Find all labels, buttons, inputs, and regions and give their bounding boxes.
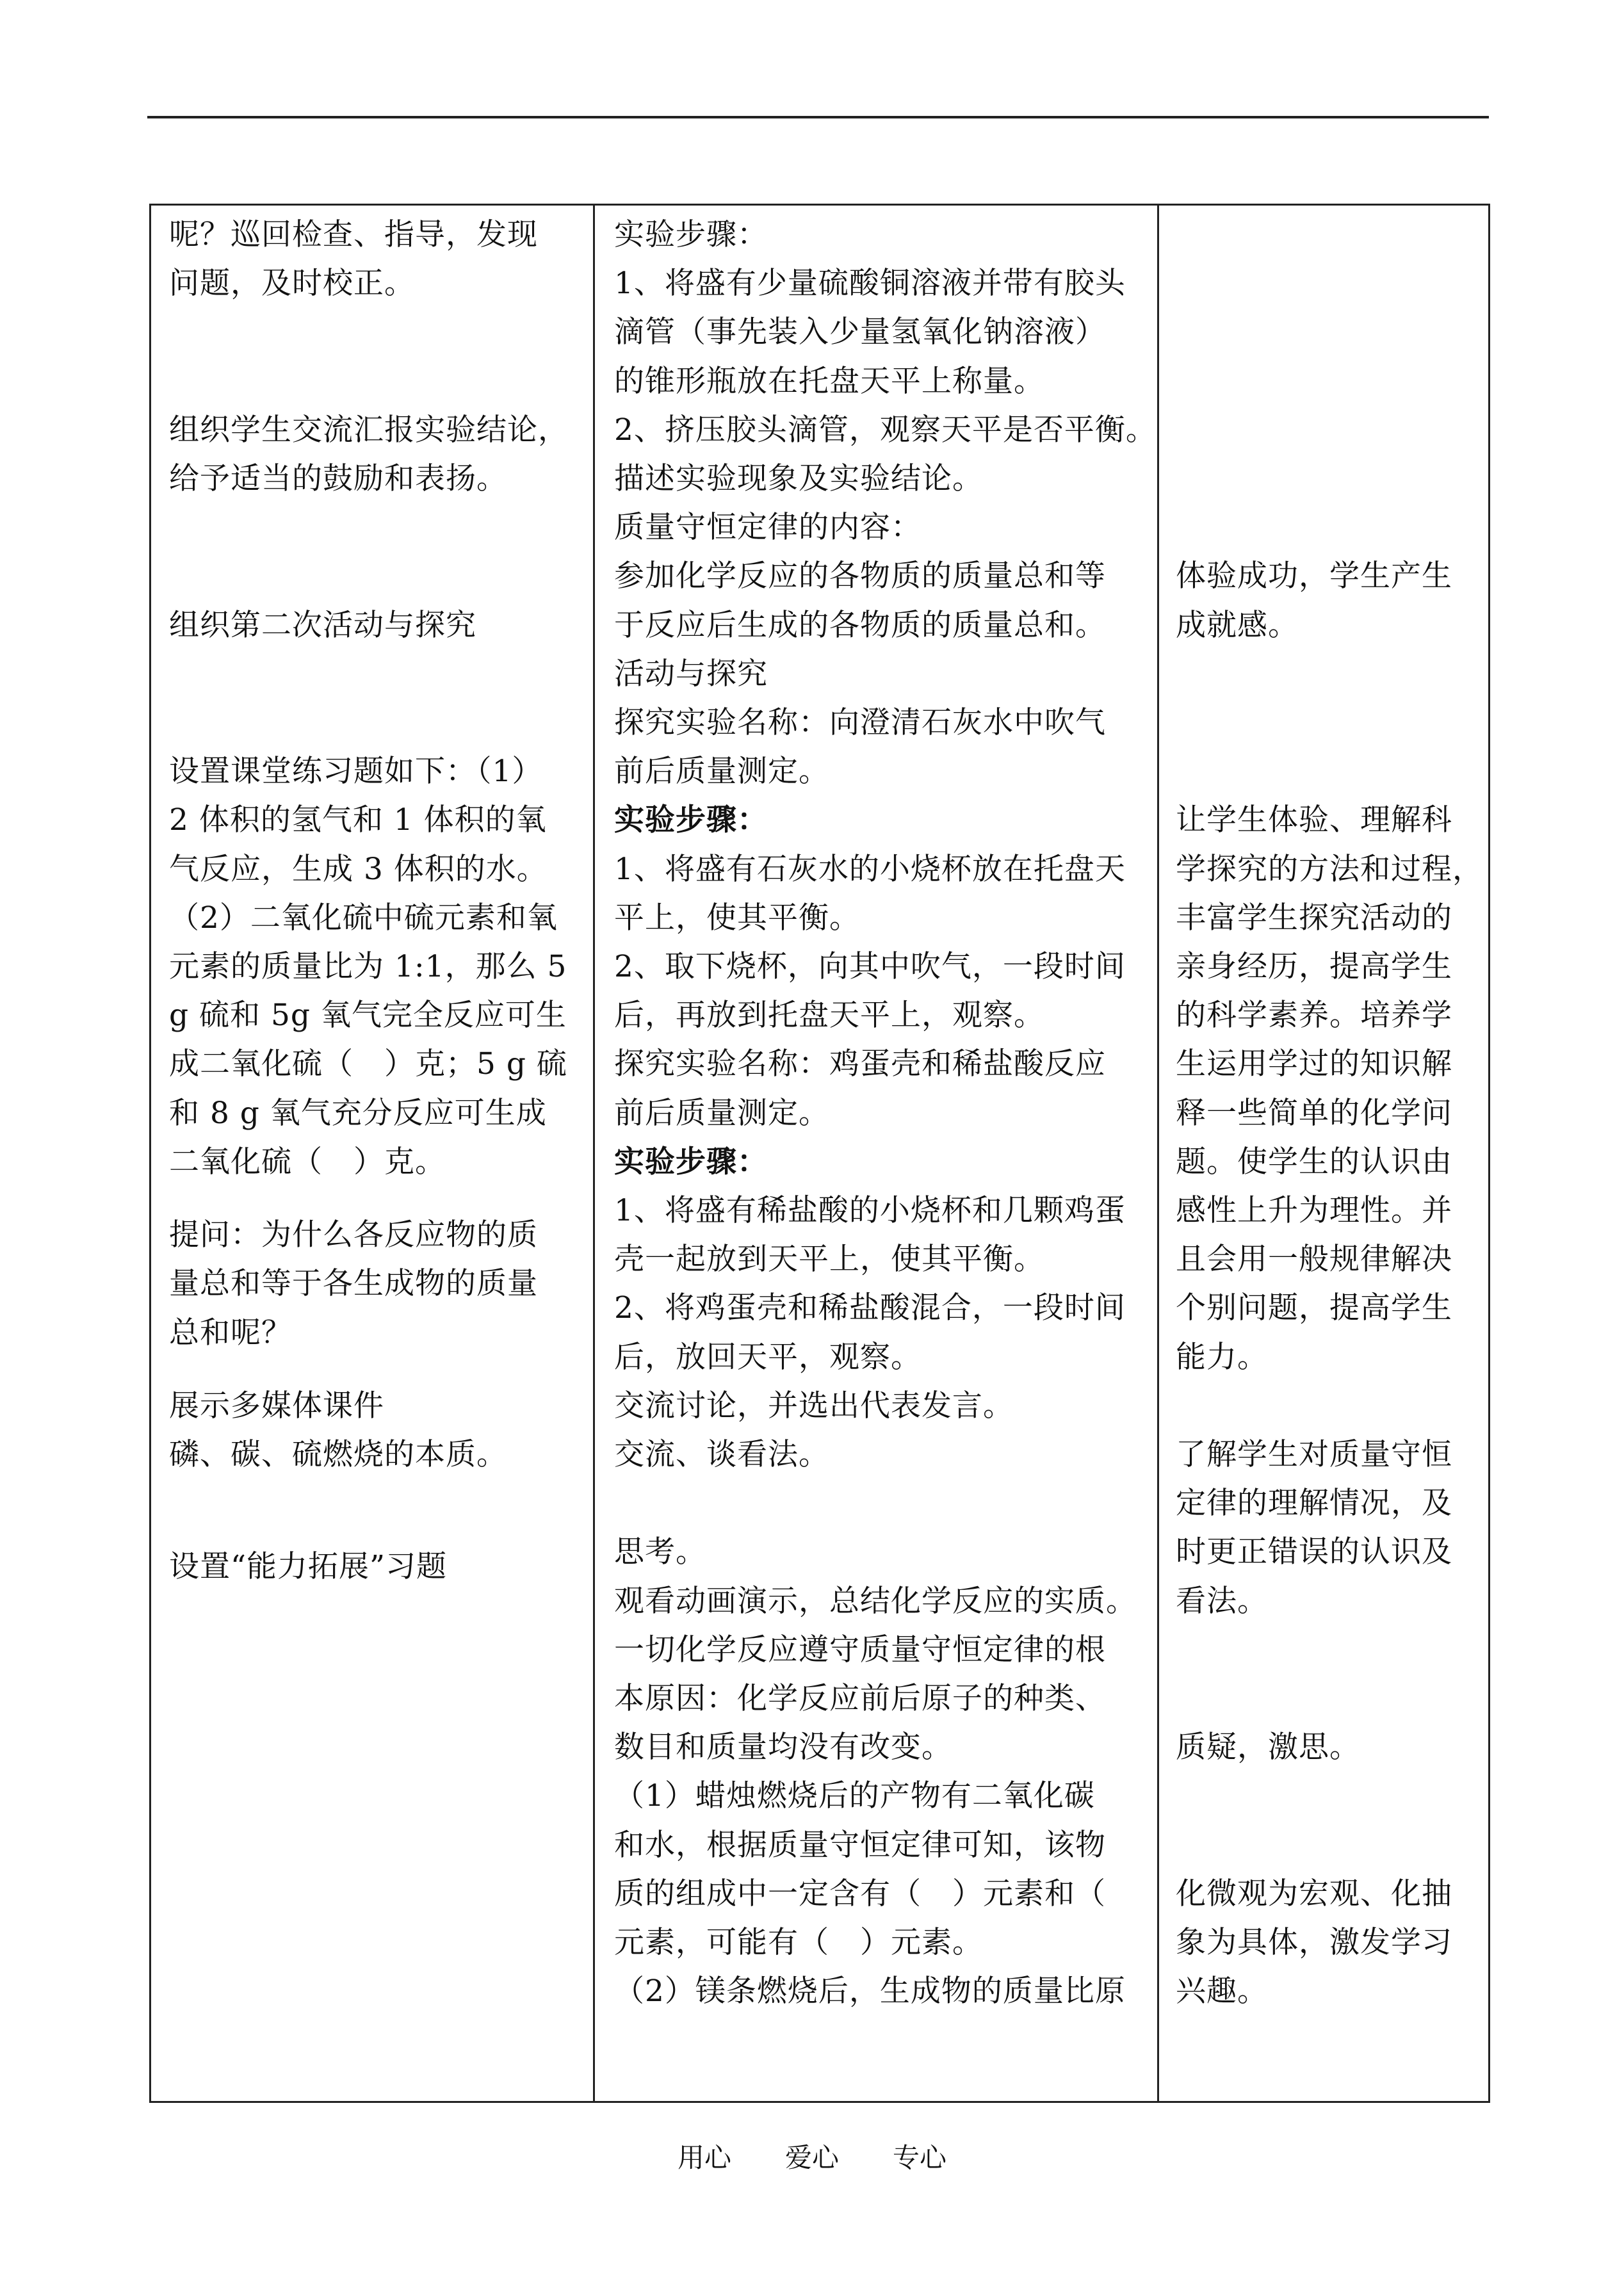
- student-activity-line: 数目和质量均没有改变。: [614, 1730, 952, 1765]
- student-activity-line: 1、将盛有少量硫酸铜溶液并带有胶头: [614, 266, 1126, 302]
- student-activity-line: 思考。: [614, 1534, 706, 1570]
- design-intent-line: 时更正错误的认识及: [1176, 1534, 1452, 1570]
- teacher-activity-line: 气反应，生成 3 体积的水。: [169, 851, 548, 887]
- teacher-activity-line: 元素的质量比为 1:1，那么 5: [169, 949, 567, 984]
- student-activity-line: 前后质量测定。: [614, 1095, 829, 1131]
- student-activity-line: 2、挤压胶头滴管，观察天平是否平衡。: [614, 412, 1157, 448]
- student-activity-line: 探究实验名称：鸡蛋壳和稀盐酸反应: [614, 1046, 1106, 1082]
- student-activity-line: 壳一起放到天平上，使其平衡。: [614, 1242, 1044, 1277]
- student-activity-line: 交流讨论，并选出代表发言。: [614, 1388, 1014, 1423]
- design-intent-line: 兴趣。: [1176, 1974, 1268, 2009]
- teacher-activity-line: 设置课堂练习题如下：（1）: [169, 754, 543, 790]
- design-intent-line: 且会用一般规律解决: [1176, 1242, 1452, 1277]
- teacher-activity-line: 展示多媒体课件: [169, 1388, 384, 1423]
- design-intent-line: 体验成功，学生产生: [1176, 558, 1452, 594]
- student-activity-line: 和水，根据质量守恒定律可知，该物: [614, 1827, 1106, 1863]
- design-intent-line: 丰富学生探究活动的: [1176, 900, 1452, 936]
- teacher-activity-line: 给予适当的鼓励和表扬。: [169, 461, 507, 496]
- student-activity-line: 本原因：化学反应前后原子的种类、: [614, 1681, 1106, 1716]
- design-intent-line: 感性上升为理性。并: [1176, 1193, 1452, 1228]
- teacher-activity-column: [151, 206, 593, 2101]
- student-activity-line: 一切化学反应遵守质量守恒定律的根: [614, 1632, 1106, 1667]
- student-activity-line: 实验步骤：: [614, 217, 768, 252]
- design-intent-line: 能力。: [1176, 1339, 1268, 1375]
- student-activity-line: 后，再放到托盘天平上，观察。: [614, 998, 1044, 1034]
- teacher-activity-line: 总和呢？: [169, 1315, 292, 1350]
- student-activity-line: 活动与探究: [614, 656, 768, 692]
- student-activity-line: 后，放回天平，观察。: [614, 1339, 922, 1375]
- lesson-table: [149, 204, 1490, 2103]
- student-activity-line: 实验步骤：: [614, 802, 768, 838]
- teacher-activity-line: 量总和等于各生成物的质量: [169, 1266, 538, 1302]
- page-footer: 用心 爱心 专心: [677, 2142, 946, 2173]
- student-activity-line: 1、将盛有稀盐酸的小烧杯和几颗鸡蛋: [614, 1193, 1126, 1228]
- student-activity-line: 质量守恒定律的内容：: [614, 510, 922, 546]
- student-activity-line: 探究实验名称：向澄清石灰水中吹气: [614, 705, 1106, 740]
- design-intent-line: 学探究的方法和过程，: [1176, 851, 1483, 887]
- teacher-activity-line: 成二氧化硫（ ）克；5 g 硫: [169, 1046, 567, 1082]
- student-activity-line: （1）蜡烛燃烧后的产物有二氧化碳: [614, 1778, 1095, 1814]
- teacher-activity-line: 组织第二次活动与探究: [169, 607, 476, 643]
- design-intent-line: 的科学素养。培养学: [1176, 998, 1452, 1034]
- design-intent-line: 化微观为宏观、化抽: [1176, 1876, 1452, 1911]
- student-activity-line: 质的组成中一定含有（ ）元素和（: [614, 1876, 1106, 1911]
- design-intent-line: 看法。: [1176, 1583, 1268, 1619]
- design-intent-line: 亲身经历，提高学生: [1176, 949, 1452, 984]
- teacher-activity-line: 2 体积的氢气和 1 体积的氧: [169, 802, 547, 838]
- design-intent-line: 了解学生对质量守恒: [1176, 1437, 1452, 1472]
- student-activity-line: 于反应后生成的各物质的质量总和。: [614, 607, 1106, 643]
- design-intent-line: 成就感。: [1176, 607, 1299, 643]
- student-activity-line: （2）镁条燃烧后，生成物的质量比原: [614, 1974, 1126, 2009]
- teacher-activity-line: 设置“能力拓展”习题: [169, 1549, 448, 1585]
- student-activity-line: 1、将盛有石灰水的小烧杯放在托盘天: [614, 851, 1126, 887]
- student-activity-line: 参加化学反应的各物质的质量总和等: [614, 558, 1106, 594]
- teacher-activity-line: 组织学生交流汇报实验结论，: [169, 412, 569, 448]
- student-activity-line: 前后质量测定。: [614, 754, 829, 790]
- student-activity-line: 的锥形瓶放在托盘天平上称量。: [614, 363, 1044, 399]
- teacher-activity-line: 问题，及时校正。: [169, 266, 415, 302]
- student-activity-line: 元素，可能有（ ）元素。: [614, 1925, 983, 1960]
- student-activity-line: 交流、谈看法。: [614, 1437, 829, 1472]
- teacher-activity-line: （2）二氧化硫中硫元素和氧: [169, 900, 558, 936]
- student-activity-line: 观看动画演示，总结化学反应的实质。: [614, 1583, 1137, 1619]
- teacher-activity-line: 和 8 g 氧气充分反应可生成: [169, 1095, 547, 1131]
- design-intent-line: 定律的理解情况，及: [1176, 1486, 1452, 1521]
- design-intent-line: 个别问题，提高学生: [1176, 1290, 1452, 1326]
- teacher-activity-line: 磷、碳、硫燃烧的本质。: [169, 1437, 507, 1472]
- teacher-activity-line: g 硫和 5g 氧气完全反应可生: [169, 998, 567, 1034]
- header-rule: [147, 116, 1489, 118]
- design-intent-line: 质疑，激思。: [1176, 1730, 1360, 1765]
- student-activity-line: 描述实验现象及实验结论。: [614, 461, 983, 496]
- design-intent-line: 题。使学生的认识由: [1176, 1144, 1452, 1180]
- teacher-activity-line: 呢？巡回检查、指导，发现: [169, 217, 538, 252]
- teacher-activity-line: 提问：为什么各反应物的质: [169, 1217, 538, 1253]
- student-activity-line: 实验步骤：: [614, 1144, 768, 1180]
- design-intent-line: 象为具体，激发学习: [1176, 1925, 1452, 1960]
- student-activity-line: 2、取下烧杯，向其中吹气，一段时间: [614, 949, 1126, 984]
- design-intent-column: [1159, 206, 1488, 2101]
- student-activity-line: 2、将鸡蛋壳和稀盐酸混合，一段时间: [614, 1290, 1126, 1326]
- design-intent-line: 释一些简单的化学问: [1176, 1095, 1452, 1131]
- design-intent-line: 让学生体验、理解科: [1176, 802, 1452, 838]
- design-intent-line: 生运用学过的知识解: [1176, 1046, 1452, 1082]
- teacher-activity-line: 二氧化硫（ ）克。: [169, 1144, 446, 1180]
- student-activity-line: 平上，使其平衡。: [614, 900, 860, 936]
- student-activity-line: 滴管（事先装入少量氢氧化钠溶液）: [614, 314, 1106, 350]
- student-activity-column: [595, 206, 1157, 2101]
